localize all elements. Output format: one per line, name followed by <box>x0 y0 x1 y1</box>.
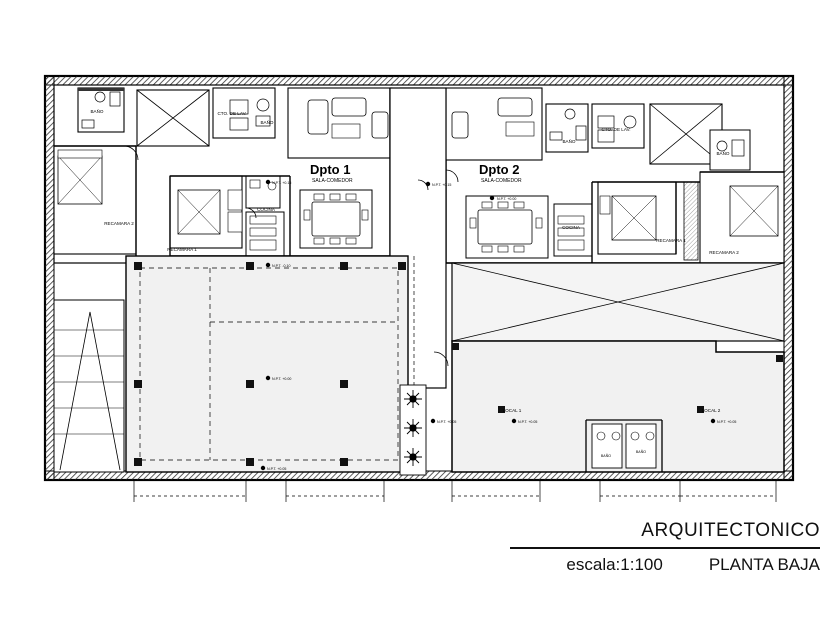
room-label-bano-tr2: BAÑO <box>716 151 730 156</box>
room-label-recamara1-right: RECAMARA 1 <box>656 238 686 243</box>
scale-label: escala:1:100 <box>566 555 663 574</box>
room-label-cto-lav-tl: CTO. DE LAV. <box>217 111 247 116</box>
access-ramp <box>54 300 124 472</box>
room-label-bano-tl: BAÑO <box>90 109 104 114</box>
unit-title-dpto1: Dpto 1 <box>310 162 351 177</box>
parking-area-left <box>126 256 408 472</box>
title-subrow <box>510 555 820 575</box>
room-label-bano-tr: BAÑO <box>562 139 576 144</box>
room-label-cto-lav-tr: CTO. DE LAV. <box>601 127 631 132</box>
title-rule <box>510 547 820 549</box>
level-label: N.P.T. +0.05 <box>518 420 538 424</box>
room-label-bano-core-2: BAÑO <box>635 450 647 454</box>
unit-subtitle-dpto2: SALA-COMEDOR <box>481 178 522 184</box>
room-label-local2: LOCAL 2 <box>701 408 721 413</box>
room-label-local1: LOCAL 1 <box>502 408 522 413</box>
plan-name-label: PLANTA BAJA <box>708 555 820 574</box>
room-label-cocina-left: COCINA <box>257 207 275 212</box>
unit-title-dpto2: Dpto 2 <box>479 162 520 177</box>
title-block <box>510 521 820 575</box>
level-label: N.P.T. +0.00 <box>497 197 517 201</box>
unit-subtitle-dpto1: SALA-COMEDOR <box>312 178 353 184</box>
room-label-recamara2-right: RECAMARA 2 <box>709 250 739 255</box>
level-label: N.P.T. +0.05 <box>437 420 457 424</box>
room-label-bano-tl2: BAÑO <box>260 120 274 125</box>
room-label-bano-core-1: BAÑO <box>600 454 612 458</box>
room-label-cocina-right: COCINA <box>562 225 580 230</box>
level-label: N.P.T. +0.00 <box>272 377 292 381</box>
level-label: N.P.T. +0.05 <box>267 467 287 471</box>
drawing-title: ARQUITECTONICO <box>641 520 820 542</box>
level-label: N.P.T. +0.15 <box>432 183 452 187</box>
level-label: N.P.T. +0.05 <box>717 420 737 424</box>
room-label-recamara2-left: RECAMARA 2 <box>104 221 134 226</box>
level-label: N.P.T. -0.10 <box>272 264 291 268</box>
level-label: N.P.T. +0.15 <box>272 181 292 185</box>
room-label-recamara1-left: RECAMARA 1 <box>167 247 197 252</box>
planting-strip <box>400 385 426 475</box>
commercial-area-right <box>452 263 784 472</box>
